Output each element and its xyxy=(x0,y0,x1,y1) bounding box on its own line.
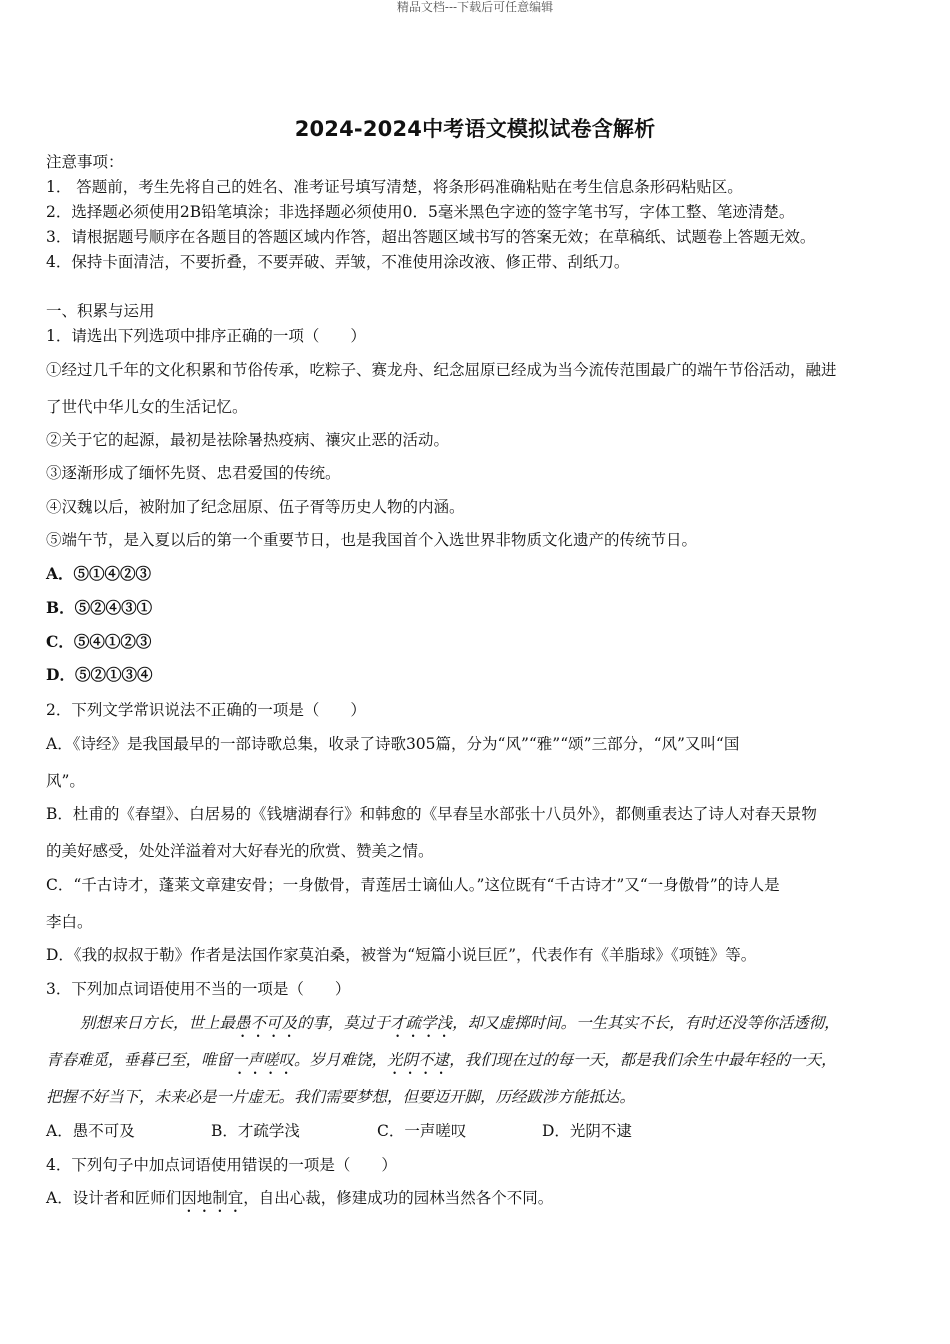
q1-sentence: 了世代中华儿女的生活记忆。 xyxy=(46,398,248,416)
q1-option-a: A．⑤①④②③ xyxy=(46,564,152,583)
q3-passage-line: 把握不好当下，未来必是一片虚无。我们需要梦想，但要迈开脚，历经跋涉方能抵达。 xyxy=(46,1088,636,1106)
q1-option-d: D．⑤②①③④ xyxy=(46,665,153,684)
notice-heading: 注意事项： xyxy=(46,153,124,171)
passage-text: 的事，莫过于 xyxy=(297,1014,391,1032)
q2-option-b: B．杜甫的《春望》、白居易的《钱塘湖春行》和韩愈的《早春呈水部张十八员外》，都侧重表达了诗人对春天景物 xyxy=(46,805,817,823)
dotted-phrase: 愚不可及 xyxy=(235,1014,298,1032)
q2-option-c: C．“千古诗才，蓬莱文章建安骨；一身傲骨，青莲居士谪仙人。”这位既有“千古诗才”又“一身傲骨”的诗人是 xyxy=(46,876,780,894)
passage-text: 别想来日方长，世上最 xyxy=(80,1014,236,1032)
notice-item: 4．保持卡面清洁，不要折叠，不要弄破、弄皱，不准使用涂改液、修正带、刮纸刀。 xyxy=(46,253,630,271)
q1-sentence: ①经过几千年的文化积累和节俗传承，吃粽子、赛龙舟、纪念屈原已经成为当今流传范围最广的端午节俗活动，融进 xyxy=(46,361,837,379)
q4-option-a xyxy=(46,1188,553,1216)
dotted-phrase: 光阴不逮 xyxy=(387,1051,450,1069)
q2-option-a: A．《诗经》是我国最早的一部诗歌总集，收录了诗歌305篇，分为“风”“雅”“颂”三部分，“风”又叫“国 xyxy=(46,735,740,753)
dotted-phrase: 一声嗟叹 xyxy=(232,1051,295,1069)
passage-text: ，我们现在过的每一天，都是我们余生中最年轻的一天， xyxy=(449,1051,837,1069)
q2-option-d: D．《我的叔叔于勒》作者是法国作家莫泊桑，被誉为“短篇小说巨匠”，代表作有《羊脂球》《项链》等。 xyxy=(46,946,757,964)
option-text: ，自出心裁，修建成功的园林当然各个不同。 xyxy=(243,1189,554,1207)
q1-stem: 1．请选出下列选项中排序正确的一项（ ） xyxy=(46,327,366,345)
q3-option-c: C．一声嗟叹 xyxy=(377,1122,467,1140)
passage-text: 青春难觅，垂暮已至，唯留 xyxy=(46,1051,233,1069)
q2-stem: 2．下列文学常识说法不正确的一项是（ ） xyxy=(46,701,366,719)
page-title: 2024-2024中考语文模拟试卷含解析 xyxy=(294,117,656,141)
notice-item: 2．选择题必须使用2B铅笔填涂；非选择题必须使用0．5毫米黑色字迹的签字笔书写，字体工整、笔迹清楚。 xyxy=(46,203,795,221)
section-heading: 一、积累与运用 xyxy=(46,302,155,320)
page-header: 精品文档---下载后可任意编辑 xyxy=(396,0,554,14)
q1-sentence: ③逐渐形成了缅怀先贤、忠君爱国的传统。 xyxy=(46,464,341,482)
q1-sentence: ⑤端午节，是入夏以后的第一个重要节日，也是我国首个入选世界非物质文化遗产的传统节日。 xyxy=(46,531,698,549)
q4-stem: 4．下列句子中加点词语使用错误的一项是（ ） xyxy=(46,1156,397,1174)
q1-sentence: ④汉魏以后，被附加了纪念屈原、伍子胥等历史人物的内涵。 xyxy=(46,498,465,516)
dotted-phrase: 因地制宜 xyxy=(181,1189,244,1207)
q2-option-b-cont: 的美好感受，处处洋溢着对大好春光的欣赏、赞美之情。 xyxy=(46,842,434,860)
q2-option-c-cont: 李白。 xyxy=(46,913,93,931)
q3-option-a: A．愚不可及 xyxy=(46,1122,135,1140)
q1-option-b: B．⑤②④③① xyxy=(46,598,153,617)
option-text: A．设计者和匠师们 xyxy=(46,1189,182,1207)
q1-sentence: ②关于它的起源，最初是祛除暑热疫病、禳灾止恶的活动。 xyxy=(46,431,450,449)
passage-text: 。岁月难饶， xyxy=(294,1051,388,1069)
dotted-phrase: 才疏学浅 xyxy=(390,1014,453,1032)
q3-stem: 3．下列加点词语使用不当的一项是（ ） xyxy=(46,980,351,998)
passage-text: ，却又虚掷时间。一生其实不长，有时还没等你活透彻， xyxy=(452,1014,840,1032)
q1-option-c: C．⑤④①②③ xyxy=(46,632,152,651)
q3-option-b: B．才疏学浅 xyxy=(211,1122,300,1140)
q2-option-a-cont: 风”。 xyxy=(46,772,85,790)
q3-passage-line xyxy=(46,1050,837,1078)
q3-passage-line xyxy=(80,1013,840,1041)
notice-item: 3．请根据题号顺序在各题目的答题区域内作答，超出答题区域书写的答案无效；在草稿纸、试题卷上答题无效。 xyxy=(46,228,816,246)
notice-item: 1． 答题前，考生先将自己的姓名、准考证号填写清楚，将条形码准确粘贴在考生信息条形码粘贴区。 xyxy=(46,178,743,196)
q3-option-d: D．光阴不逮 xyxy=(542,1122,632,1140)
